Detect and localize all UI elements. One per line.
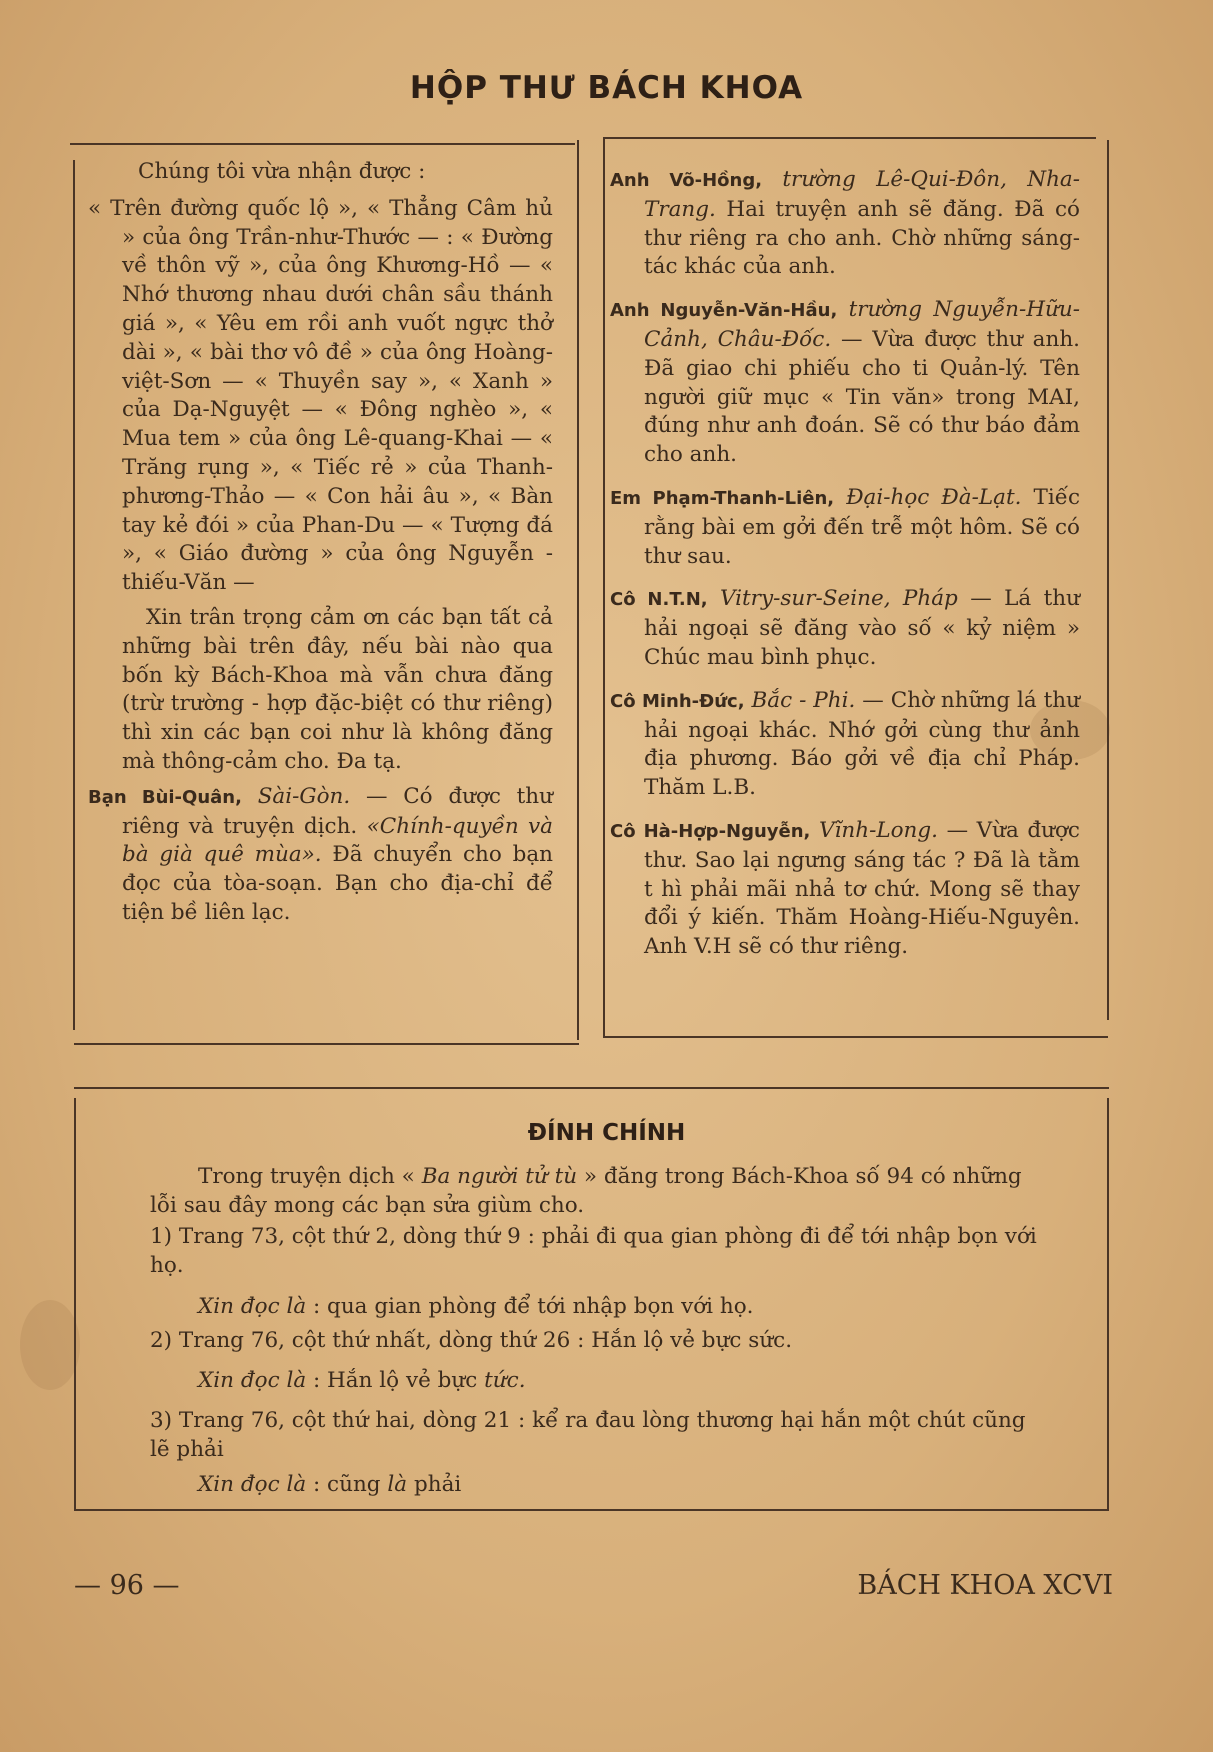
- letter-location: Vitry-sur-Seine, Pháp: [720, 586, 958, 612]
- left-column-edge: [73, 160, 75, 1030]
- errata-intro-text: Trong truyện dịch «: [198, 1164, 415, 1189]
- letter-addressee: Bạn Bùi-Quân,: [88, 786, 242, 808]
- right-column-edge: [1107, 140, 1109, 1020]
- received-list: « Trên đường quốc lộ », « Thẳng Câm hủ » của ông Trần-như-Thước — : « Đường về thôn vỹ », của ông Khương-Hồ — « Nhớ thương nhau dưới chân sầu thánh giá », « Yêu em rồi anh vuốt ngực thở dài », « bài thơ vô đề » của ông Hoàng-việt-Sơn — « Thuyền say », « Xanh » của Dạ-Nguyệt — « Đông nghèo », « Mua tem » của ông Lê-quang-Khai — « Trăng rụng », « Tiếc rẻ » của Thanh-phương-Thảo — « Con hải âu », « Bàn tay kẻ đói » của Phan-Du — « Tượng đá », « Giáo đường » của ông Nguyễn - thiếu-Văn —: [88, 195, 553, 596]
- letter-title: «Chính-quyền và bà già quê mùa».: [122, 813, 553, 868]
- letter-ntn: [610, 585, 1080, 672]
- fix-text: : qua gian phòng để tới nhập bọn với họ.: [312, 1294, 754, 1319]
- letter-location: Đại-học Đà-Lạt.: [846, 484, 1022, 510]
- fix-word: tức.: [484, 1368, 526, 1393]
- fix-text: : cũng: [312, 1472, 381, 1497]
- letter-vo-hong: [610, 166, 1080, 282]
- left-top-rule: [70, 143, 575, 145]
- letter-location: Bắc - Phi.: [751, 687, 856, 713]
- errata-title: ĐÍNH CHÍNH: [527, 1120, 686, 1146]
- letter-text: Đã chuyển cho bạn đọc của tòa-soạn. Bạn cho địa-chỉ để tiện bề liên lạc.: [122, 842, 553, 925]
- letter-text: — Vừa được thư. Sao lại ngưng sáng tác ? Đã là tằm t hì phải mãi nhả tơ chứ. Mong sẽ thay đổi ý kiến. Thăm Hoàng-Hiếu-Nguyên. Anh V.H sẽ có thư riêng.: [644, 817, 1080, 960]
- letter-location: trường Lê-Qui-Đôn, Nha-Trang.: [644, 167, 1081, 222]
- letter-addressee: Anh Võ-Hồng,: [610, 170, 763, 191]
- left-column: [88, 158, 553, 928]
- fix-text: : Hắn lộ vẻ bực: [312, 1368, 478, 1393]
- column-divider-right: [603, 138, 605, 1038]
- right-bottom-rule: [603, 1036, 1108, 1038]
- letter-text: Tiếc rằng bài em gởi đến trễ một hôm. Sẽ có thư sau.: [644, 484, 1080, 569]
- fix-word: là: [387, 1472, 408, 1497]
- paper-stain: [20, 1300, 80, 1390]
- fix-label: Xin đọc là: [198, 1294, 307, 1319]
- letter-text: — Vừa được thư anh. Đã giao chi phiếu cho ti Quản-lý. Tên người giữ mục « Tin văn» trong MAI, đúng như anh đoán. Sẽ có thư báo đảm cho anh.: [644, 326, 1081, 468]
- errata-box-top-rule: [74, 1087, 1109, 1089]
- page-header: HỘP THƯ BÁCH KHOA: [409, 70, 804, 106]
- page-number: — 96 —: [74, 1570, 180, 1601]
- thanks-paragraph: Xin trân trọng cảm ơn các bạn tất cả những bài trên đây, nếu bài nào qua bốn kỳ Bách-Khoa mà vẫn chưa đăng (trừ trường - hợp đặc-biệt có thư riêng) thì xin các bạn coi như là không đăng mà thông-cảm cho. Đa tạ.: [122, 604, 553, 774]
- errata-item-text: 3) Trang 76, cột thứ hai, dòng 21 : kể ra đau lòng thương hại hắn một chút cũng lẽ phải: [150, 1408, 1026, 1462]
- letter-addressee: Cô Minh-Đức,: [610, 690, 745, 712]
- letter-text: — Có được thư riêng và truyện dịch.: [122, 783, 553, 839]
- errata-item-text: 2) Trang 76, cột thứ nhất, dòng thứ 26 : Hắn lộ vẻ bực sức.: [150, 1328, 793, 1353]
- letter-addressee: Cô N.T.N,: [610, 589, 708, 611]
- letter-nguyen-van-hau: [610, 296, 1080, 470]
- column-divider-left: [577, 140, 579, 1040]
- errata-fix-1: [150, 1292, 1050, 1321]
- errata-item-text: 1) Trang 73, cột thứ 2, dòng thứ 9 : phải đi qua gian phòng đi để tới nhập bọn với họ.: [150, 1224, 1037, 1278]
- errata-item-2: [150, 1326, 1050, 1355]
- letter-location: Sài-Gòn.: [257, 783, 351, 809]
- letter-addressee: Em Phạm-Thanh-Liên,: [610, 487, 835, 509]
- letter-location: Vĩnh-Long.: [818, 817, 938, 843]
- letter-addressee: Cô Hà-Hợp-Nguyễn,: [610, 820, 811, 842]
- errata-intro: [150, 1162, 1050, 1220]
- right-top-rule: [603, 137, 1096, 139]
- errata-fix-3: [150, 1470, 1050, 1499]
- errata-fix-2: [150, 1366, 1050, 1395]
- letter-minh-duc: [610, 687, 1080, 803]
- fix-label: Xin đọc là: [198, 1368, 307, 1393]
- errata-item-1: [150, 1222, 1050, 1280]
- letter-text: Hai truyện anh sẽ đăng. Đã có thư riêng ra cho anh. Chờ những sáng-tác khác của anh.: [644, 196, 1080, 280]
- issue-label: BÁCH KHOA XCVI: [857, 1570, 1113, 1601]
- fix-text: phải: [413, 1472, 462, 1497]
- errata-story-title: Ba người tử tù: [421, 1164, 578, 1189]
- letter-pham-thanh-lien: [610, 484, 1080, 571]
- letter-addressee: Anh Nguyễn-Văn-Hầu,: [610, 300, 838, 322]
- right-column: [610, 160, 1080, 976]
- errata-item-3: [150, 1406, 1050, 1464]
- letter-text: — Chờ những lá thư hải ngoại khác. Nhớ gởi cùng thư ảnh địa phương. Báo gởi về địa chỉ Pháp. Thăm L.B.: [644, 687, 1080, 801]
- letter-text: — Lá thư hải ngoại sẽ đăng vào số « kỷ niệm » Chúc mau bình phục.: [644, 586, 1080, 670]
- errata-intro-text: » đăng trong Bách-Khoa số 94 có những lỗi sau đây mong các bạn sửa giùm cho.: [150, 1164, 1022, 1218]
- left-bottom-rule: [74, 1043, 579, 1045]
- letter-location: trường Nguyễn-Hữu-Cảnh, Châu-Đốc.: [644, 297, 1080, 352]
- letter-ha-hop-nguyen: [610, 817, 1080, 962]
- letter-bui-quan: [88, 783, 553, 928]
- fix-label: Xin đọc là: [198, 1472, 307, 1497]
- intro-line: Chúng tôi vừa nhận được :: [138, 159, 426, 184]
